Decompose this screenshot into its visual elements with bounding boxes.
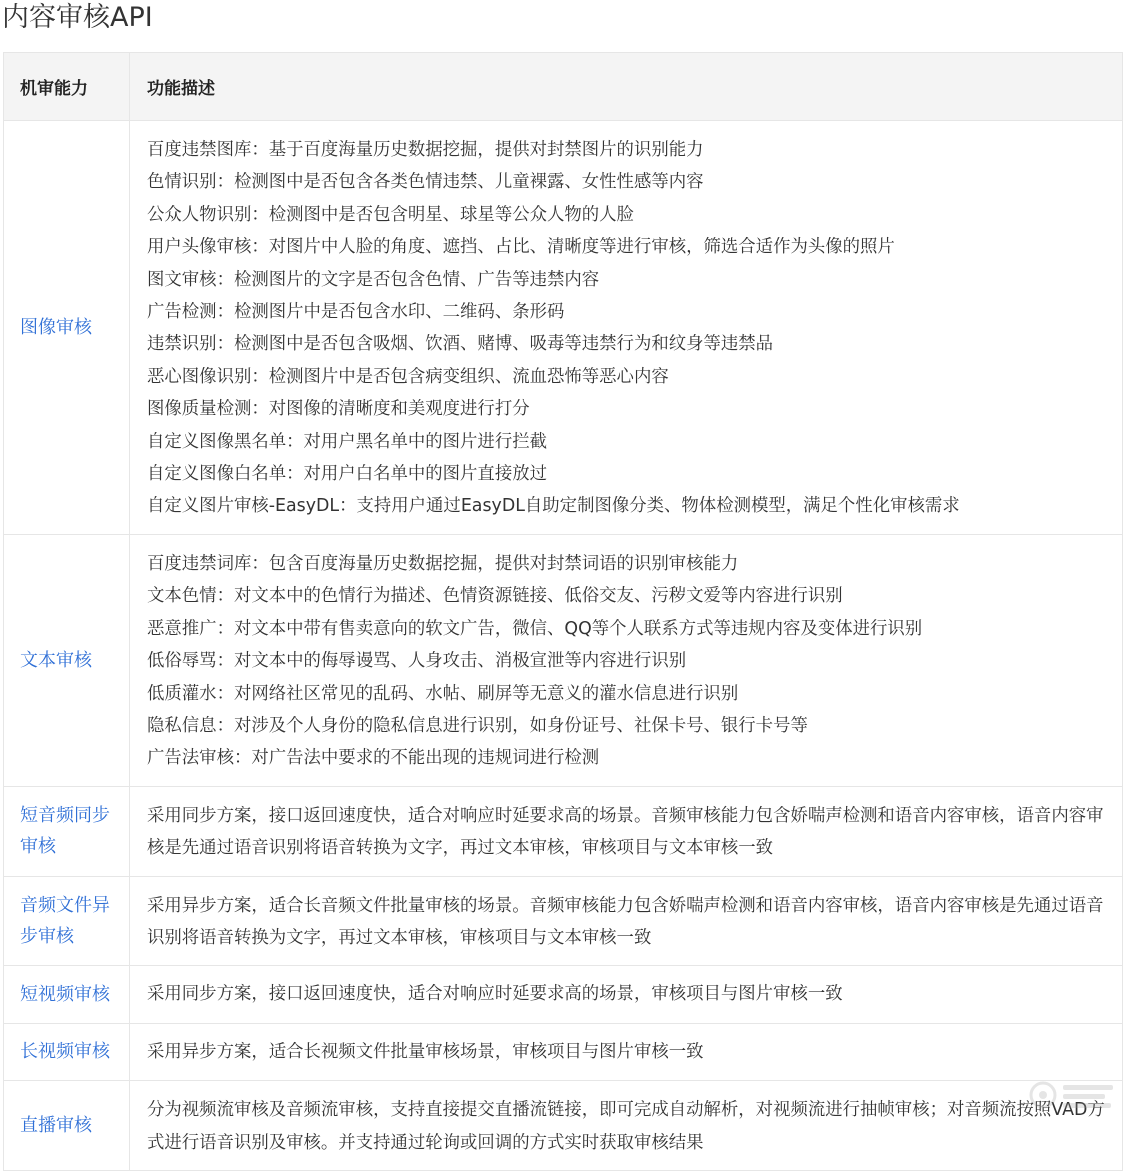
description-line: 百度违禁图库：基于百度海量历史数据挖掘，提供对封禁图片的识别能力 xyxy=(147,140,704,160)
description-text: 分为视频流审核及音频流审核，支持直接提交直播流链接，即可完成自动解析，对视频流进行抽帧审核；对音频流按照VAD方式进行语音识别及审核。并支持通过轮询或回调的方式实时获取审核结果 xyxy=(147,1100,1105,1153)
capability-link-long-video[interactable]: 长视频审核 xyxy=(4,1023,130,1080)
description-line: 低俗辱骂：对文本中的侮辱谩骂、人身攻击、消极宣泄等内容进行识别 xyxy=(147,651,687,672)
description-line: 低质灌水：对网络社区常见的乱码、水帖、刷屏等无意义的灌水信息进行识别 xyxy=(147,683,739,704)
table-row xyxy=(4,1081,1123,1171)
description-line: 图文审核：检测图片的文字是否包含色情、广告等违禁内容 xyxy=(147,269,600,290)
description-cell xyxy=(130,1081,1123,1171)
description-line: 文本色情：对文本中的色情行为描述、色情资源链接、低俗交友、污秽文爱等内容进行识别 xyxy=(147,586,843,607)
description-line: 百度违禁词库：包含百度海量历史数据挖掘，提供对封禁词语的识别审核能力 xyxy=(147,553,739,574)
capability-link-audio-file-async[interactable]: 音频文件异步审核 xyxy=(4,876,130,966)
description-cell xyxy=(130,121,1123,535)
description-line: 恶意推广：对文本中带有售卖意向的软文广告，微信、QQ等个人联系方式等违规内容及变体进行识别 xyxy=(147,618,923,639)
capability-link-short-video[interactable]: 短视频审核 xyxy=(4,966,130,1023)
capability-link-short-audio-sync[interactable]: 短音频同步审核 xyxy=(4,786,130,876)
description-line: 自定义图片审核-EasyDL：支持用户通过EasyDL自助定制图像分类、物体检测模型，满足个性化审核需求 xyxy=(147,496,960,517)
description-cell xyxy=(130,534,1123,786)
table-row xyxy=(4,534,1123,786)
table-row xyxy=(4,876,1123,966)
capability-link-image-review[interactable]: 图像审核 xyxy=(4,121,130,535)
table-row xyxy=(4,121,1123,535)
table-header-row xyxy=(4,53,1123,121)
table-row xyxy=(4,966,1123,1023)
description-line: 公众人物识别：检测图中是否包含明星、球星等公众人物的人脸 xyxy=(147,204,634,225)
description-line: 恶心图像识别：检测图片中是否包含病变组织、流血恐怖等恶心内容 xyxy=(147,366,669,387)
capability-table-wrapper xyxy=(3,52,1122,1171)
capability-link-text-review[interactable]: 文本审核 xyxy=(4,534,130,786)
capability-table xyxy=(3,52,1123,1171)
description-line: 广告法审核：对广告法中要求的不能出现的违规词进行检测 xyxy=(147,748,600,769)
description-line: 自定义图像白名单：对用户白名单中的图片直接放过 xyxy=(147,464,547,485)
description-line: 用户头像审核：对图片中人脸的角度、遮挡、占比、清晰度等进行审核，筛选合适作为头像的照片 xyxy=(147,237,895,258)
description-cell xyxy=(130,966,1123,1023)
description-line: 违禁识别：检测图中是否包含吸烟、饮酒、赌博、吸毒等违禁行为和纹身等违禁品 xyxy=(147,334,774,355)
watermark-logo-icon xyxy=(1027,1075,1119,1115)
header-capability: 机审能力 xyxy=(4,53,130,121)
description-text: 采用异步方案，适合长视频文件批量审核场景，审核项目与图片审核一致 xyxy=(147,1041,704,1062)
page-title: 内容审核API xyxy=(2,2,153,33)
description-text: 采用同步方案，接口返回速度快，适合对响应时延要求高的场景，审核项目与图片审核一致 xyxy=(147,984,843,1005)
description-line: 隐私信息：对涉及个人身份的隐私信息进行识别，如身份证号、社保卡号、银行卡号等 xyxy=(147,715,808,736)
description-cell xyxy=(130,786,1123,876)
table-row xyxy=(4,786,1123,876)
capability-link-live-stream[interactable]: 直播审核 xyxy=(4,1081,130,1171)
description-cell xyxy=(130,1023,1123,1080)
header-description: 功能描述 xyxy=(130,53,1123,121)
table-row xyxy=(4,1023,1123,1080)
description-line: 图像质量检测：对图像的清晰度和美观度进行打分 xyxy=(147,399,530,420)
description-text: 采用异步方案，适合长音频文件批量审核的场景。音频审核能力包含娇喘声检测和语音内容审核，语音内容审核是先通过语音识别将语音转换为文字，再过文本审核，审核项目与文本审核一致 xyxy=(147,895,1104,948)
description-cell xyxy=(130,876,1123,966)
description-line: 广告检测：检测图片中是否包含水印、二维码、条形码 xyxy=(147,302,565,323)
description-text: 采用同步方案，接口返回速度快，适合对响应时延要求高的场景。音频审核能力包含娇喘声检测和语音内容审核，语音内容审核是先通过语音识别将语音转换为文字，再过文本审核，审核项目与文本审核一致 xyxy=(147,805,1104,859)
description-line: 色情识别：检测图中是否包含各类色情违禁、儿童裸露、女性性感等内容 xyxy=(147,172,704,193)
description-line: 自定义图像黑名单：对用户黑名单中的图片进行拦截 xyxy=(147,431,547,452)
